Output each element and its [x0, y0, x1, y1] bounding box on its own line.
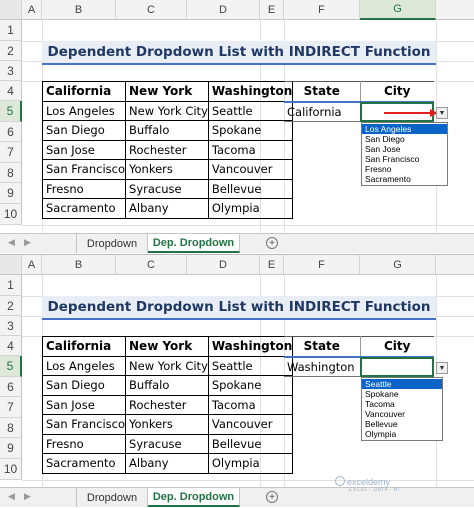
table-cell[interactable]: Tacoma [208, 140, 292, 160]
annotation-arrow [384, 112, 430, 114]
add-sheet-icon[interactable]: + [266, 491, 278, 503]
table-cell[interactable]: Albany [126, 454, 209, 474]
dropdown-option[interactable]: Spokane [365, 389, 399, 399]
table-row [43, 415, 293, 435]
table-header-row [43, 337, 293, 357]
table-cell[interactable]: Sacramento [43, 454, 126, 474]
table-cell[interactable]: Los Angeles [43, 101, 126, 121]
picker-value-row [284, 357, 434, 377]
table-row [43, 356, 293, 376]
table-cell[interactable]: Yonkers [126, 415, 209, 435]
table-row [43, 376, 293, 396]
scroll-right-icon[interactable]: ▶ [24, 237, 31, 247]
table-cell[interactable]: Vancouver [208, 160, 292, 180]
tab-dep-dropdown[interactable]: Dep. Dropdown [148, 234, 240, 253]
row-header-4[interactable]: 4 [0, 336, 22, 356]
state-header[interactable]: State [284, 337, 360, 357]
table-row [43, 179, 293, 199]
header-washington[interactable]: Washington [208, 82, 292, 102]
state-cell[interactable]: Washington [284, 357, 360, 377]
table-cell[interactable]: Albany [126, 199, 209, 219]
table-cell[interactable]: San Jose [43, 140, 126, 160]
column-header-d[interactable]: D [187, 0, 260, 20]
table-row [43, 434, 293, 454]
dropdown-option[interactable]: Vancouver [365, 409, 406, 419]
scroll-left-icon[interactable]: ◀ [8, 491, 15, 501]
chevron-down-icon: ▼ [438, 109, 446, 117]
tab-dropdown[interactable]: Dropdown [76, 488, 148, 507]
dropdown-option[interactable]: Olympia [365, 429, 397, 439]
table-row [43, 395, 293, 415]
dropdown-option[interactable]: Fresno [365, 164, 392, 174]
state-cell[interactable]: California [284, 102, 360, 122]
table-row [43, 160, 293, 180]
table-row [43, 140, 293, 160]
cities-table [42, 336, 293, 474]
column-header-e[interactable]: E [260, 0, 284, 20]
table-row [43, 199, 293, 219]
table-cell[interactable]: San Francisco [43, 415, 126, 435]
table-row [43, 121, 293, 141]
column-header-e[interactable]: E [260, 255, 284, 275]
row-header-8[interactable]: 8 [0, 418, 22, 438]
row-header-10[interactable]: 10 [0, 459, 22, 480]
column-header-f[interactable]: F [284, 255, 360, 275]
tab-dep-dropdown[interactable]: Dep. Dropdown [148, 488, 240, 507]
select-all-corner[interactable] [0, 0, 22, 20]
dropdown-button[interactable] [436, 107, 448, 119]
add-sheet-icon[interactable]: + [266, 237, 278, 249]
tab-dropdown[interactable]: Dropdown [76, 234, 148, 253]
table-row [43, 101, 293, 121]
dropdown-option[interactable]: Los Angeles [362, 124, 447, 134]
table-cell[interactable]: Los Angeles [43, 356, 126, 376]
header-california[interactable]: California [43, 337, 126, 357]
gridline [22, 480, 474, 481]
table-cell[interactable]: Syracuse [126, 434, 209, 454]
table-cell[interactable]: Spokane [208, 121, 292, 141]
table-cell[interactable]: Spokane [208, 376, 292, 396]
row-header-5[interactable]: 5 [0, 101, 22, 122]
header-new-york[interactable]: New York [126, 337, 209, 357]
row-header-10[interactable]: 10 [0, 204, 22, 225]
dropdown-button[interactable] [436, 362, 448, 374]
scroll-right-icon[interactable]: ▶ [24, 491, 31, 501]
table-cell[interactable]: Vancouver [208, 415, 292, 435]
header-washington[interactable]: Washington [208, 337, 292, 357]
state-city-picker [284, 81, 434, 122]
table-cell[interactable]: Bellevue [208, 434, 292, 454]
state-city-picker [284, 336, 434, 377]
row-header-1[interactable]: 1 [0, 20, 22, 41]
dropdown-option[interactable]: San Francisco [365, 154, 420, 164]
row-header-3[interactable]: 3 [0, 316, 22, 336]
picker-header-row [284, 82, 434, 102]
column-header-b[interactable]: B [42, 255, 116, 275]
table-cell[interactable]: Buffalo [126, 376, 209, 396]
row-header-7[interactable]: 7 [0, 397, 22, 418]
sheet-tab-bar [0, 487, 474, 507]
table-cell[interactable]: San Diego [43, 376, 126, 396]
row-header-5[interactable]: 5 [0, 356, 22, 377]
column-header-b[interactable]: B [42, 0, 116, 20]
column-header-g[interactable]: G [360, 255, 436, 275]
city-cell[interactable] [360, 357, 434, 377]
column-header-blank [436, 0, 474, 20]
city-header[interactable]: City [360, 82, 434, 102]
table-cell[interactable]: Fresno [43, 179, 126, 199]
table-cell[interactable]: Buffalo [126, 121, 209, 141]
row-header-6[interactable]: 6 [0, 377, 22, 397]
exceldemy-watermark [335, 476, 400, 493]
city-dropdown-list[interactable] [361, 377, 443, 441]
select-all-corner[interactable] [0, 255, 22, 275]
row-header-9[interactable]: 9 [0, 438, 22, 459]
dropdown-option[interactable]: San Jose [365, 144, 401, 154]
dropdown-option[interactable]: Tacoma [365, 399, 395, 409]
row-header-2[interactable]: 2 [0, 41, 22, 61]
table-row [43, 454, 293, 474]
row-header-2[interactable]: 2 [0, 296, 22, 316]
table-cell[interactable]: Olympia [208, 454, 292, 474]
table-cell[interactable]: San Francisco [43, 160, 126, 180]
table-cell[interactable]: New York City [126, 101, 209, 121]
scroll-left-icon[interactable]: ◀ [8, 237, 15, 247]
state-header[interactable]: State [284, 82, 360, 102]
table-cell[interactable]: Seattle [208, 356, 292, 376]
exceldemy-logo-icon [335, 476, 345, 486]
table-cell[interactable]: Rochester [126, 395, 209, 415]
gridline [22, 225, 474, 226]
table-header-row [43, 82, 293, 102]
dropdown-option[interactable]: Seattle [362, 379, 442, 389]
table-cell[interactable]: Syracuse [126, 179, 209, 199]
column-header-d[interactable]: D [187, 255, 260, 275]
table-cell[interactable]: Olympia [208, 199, 292, 219]
table-cell[interactable]: Rochester [126, 140, 209, 160]
table-cell[interactable]: Sacramento [43, 199, 126, 219]
dropdown-option[interactable]: San Diego [365, 134, 405, 144]
column-header-c[interactable]: C [116, 255, 187, 275]
sheet-title: Dependent Dropdown List with INDIRECT Function [42, 41, 436, 65]
table-cell[interactable]: Fresno [43, 434, 126, 454]
watermark-name: exceldemy [347, 477, 391, 487]
header-new-york[interactable]: New York [126, 82, 209, 102]
column-header-c[interactable]: C [116, 0, 187, 20]
city-header[interactable]: City [360, 337, 434, 357]
table-cell[interactable]: Seattle [208, 101, 292, 121]
spreadsheet-panel-bottom [0, 254, 474, 508]
table-cell[interactable]: New York City [126, 356, 209, 376]
watermark-tagline: EXCEL · DATA · BI [349, 487, 400, 493]
row-header-7[interactable]: 7 [0, 142, 22, 163]
sheet-title: Dependent Dropdown List with INDIRECT Function [42, 296, 436, 320]
sheet-tab-bar [0, 233, 474, 253]
table-cell[interactable]: Tacoma [208, 395, 292, 415]
chevron-down-icon: ▼ [438, 364, 446, 372]
row-header-9[interactable]: 9 [0, 183, 22, 204]
row-header-8[interactable]: 8 [0, 163, 22, 183]
cities-table [42, 81, 293, 219]
city-dropdown-list[interactable] [361, 122, 448, 186]
row-header-3[interactable]: 3 [0, 61, 22, 81]
header-california[interactable]: California [43, 82, 126, 102]
dropdown-option[interactable]: Bellevue [365, 419, 398, 429]
dropdown-option[interactable]: Sacramento [365, 174, 411, 184]
table-cell[interactable]: Yonkers [126, 160, 209, 180]
table-cell[interactable]: Bellevue [208, 179, 292, 199]
column-header-a[interactable]: A [22, 0, 42, 20]
row-header-6[interactable]: 6 [0, 122, 22, 142]
column-header-g[interactable]: G [360, 0, 436, 20]
column-header-blank [436, 255, 474, 275]
column-header-f[interactable]: F [284, 0, 360, 20]
picker-header-row [284, 337, 434, 357]
row-header-4[interactable]: 4 [0, 81, 22, 101]
table-cell[interactable]: San Jose [43, 395, 126, 415]
column-header-a[interactable]: A [22, 255, 42, 275]
table-cell[interactable]: San Diego [43, 121, 126, 141]
row-header-1[interactable]: 1 [0, 275, 22, 296]
